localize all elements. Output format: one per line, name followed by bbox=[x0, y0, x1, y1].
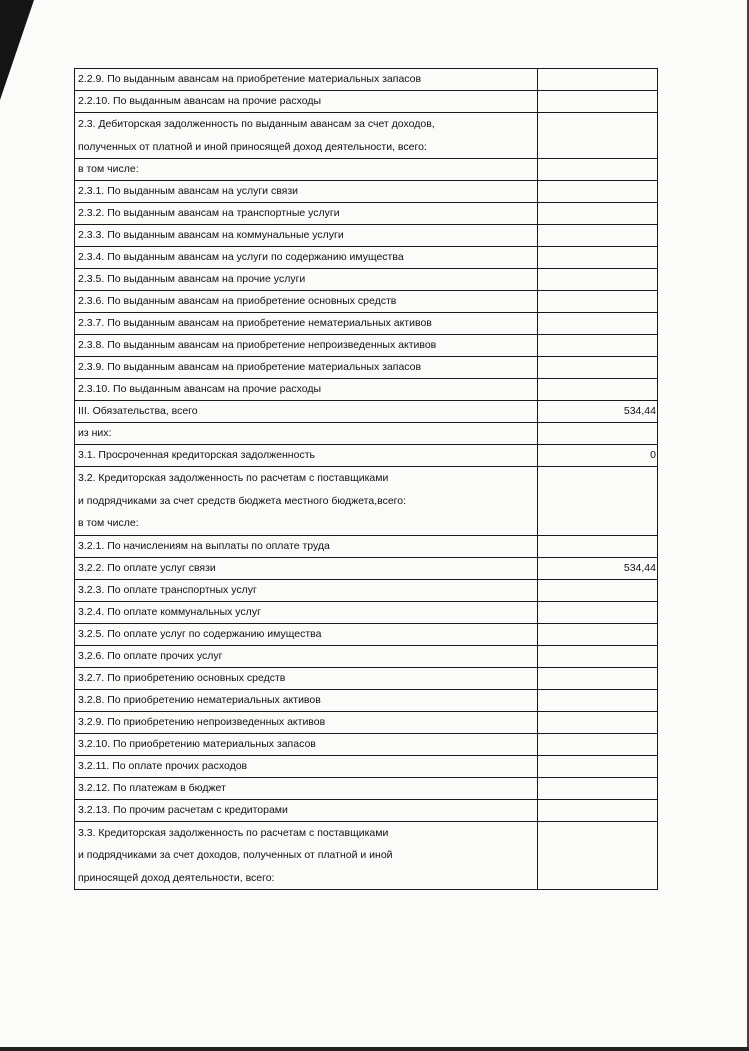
table-row bbox=[75, 445, 658, 467]
row-label-line: 3.2. Кредиторская задолженность по расчетам с поставщиками bbox=[78, 472, 389, 484]
row-label: 2.3.5. По выданным авансам на прочие услуги bbox=[75, 269, 538, 291]
row-label: 2.3.10. По выданным авансам на прочие расходы bbox=[75, 379, 538, 401]
table-row bbox=[75, 689, 658, 711]
row-value: 534,44 bbox=[538, 557, 658, 579]
row-label-line: и подрядчиками за счет средств бюджета местного бюджета,всего: bbox=[78, 494, 407, 507]
row-value bbox=[538, 623, 658, 645]
table-row bbox=[75, 401, 658, 423]
row-label-line: в том числе: bbox=[78, 517, 139, 529]
table-row bbox=[75, 91, 658, 113]
row-value bbox=[538, 313, 658, 335]
balance-table bbox=[74, 68, 658, 890]
table-row bbox=[75, 203, 658, 225]
row-value bbox=[538, 269, 658, 291]
row-value bbox=[538, 357, 658, 379]
row-value bbox=[538, 733, 658, 755]
row-value bbox=[538, 467, 658, 536]
table-row bbox=[75, 181, 658, 203]
table-row bbox=[75, 247, 658, 269]
row-value bbox=[538, 667, 658, 689]
row-label: 2.3.7. По выданным авансам на приобретение нематериальных активов bbox=[75, 313, 538, 335]
row-label bbox=[75, 467, 538, 536]
row-label: III. Обязательства, всего bbox=[75, 401, 538, 423]
table-row bbox=[75, 579, 658, 601]
row-value bbox=[538, 711, 658, 733]
row-label: 2.3.2. По выданным авансам на транспортные услуги bbox=[75, 203, 538, 225]
row-label-line: 3.3. Кредиторская задолженность по расчетам с поставщиками bbox=[78, 826, 389, 839]
row-label-line: полученных от платной и иной приносящей доход деятельности, всего: bbox=[78, 140, 427, 153]
table-row bbox=[75, 313, 658, 335]
table-row bbox=[75, 645, 658, 667]
row-value bbox=[538, 535, 658, 557]
row-value bbox=[538, 159, 658, 181]
row-value bbox=[538, 181, 658, 203]
row-value bbox=[538, 689, 658, 711]
row-label: 3.2.10. По приобретению материальных запасов bbox=[75, 733, 538, 755]
table-row bbox=[75, 225, 658, 247]
table-row bbox=[75, 291, 658, 313]
row-label: 3.2.3. По оплате транспортных услуг bbox=[75, 579, 538, 601]
table-row bbox=[75, 777, 658, 799]
row-label: 3.2.9. По приобретению непроизведенных активов bbox=[75, 711, 538, 733]
row-label-line: 2.3. Дебиторская задолженность по выданным авансам за счет доходов, bbox=[78, 118, 435, 130]
table-row bbox=[75, 667, 658, 689]
table-row bbox=[75, 601, 658, 623]
row-label: 3.1. Просроченная кредиторская задолженность bbox=[75, 445, 538, 467]
table-row bbox=[75, 821, 658, 890]
row-value bbox=[538, 423, 658, 445]
table-row bbox=[75, 423, 658, 445]
row-value bbox=[538, 579, 658, 601]
row-label-line: приносящей доход деятельности, всего: bbox=[78, 871, 275, 884]
row-label: 2.3.3. По выданным авансам на коммунальные услуги bbox=[75, 225, 538, 247]
row-label: 2.3.6. По выданным авансам на приобретение основных средств bbox=[75, 291, 538, 313]
table-row bbox=[75, 113, 658, 159]
table-row bbox=[75, 623, 658, 645]
row-label: 3.2.11. По оплате прочих расходов bbox=[75, 755, 538, 777]
table-row bbox=[75, 467, 658, 536]
row-label: 3.2.7. По приобретению основных средств bbox=[75, 667, 538, 689]
row-value bbox=[538, 645, 658, 667]
row-label: 3.2.12. По платежам в бюджет bbox=[75, 777, 538, 799]
table-row bbox=[75, 379, 658, 401]
row-value bbox=[538, 203, 658, 225]
row-value bbox=[538, 379, 658, 401]
table-row bbox=[75, 557, 658, 579]
row-value bbox=[538, 601, 658, 623]
table-row bbox=[75, 357, 658, 379]
table-row bbox=[75, 799, 658, 821]
row-label: 3.2.1. По начислениям на выплаты по оплате труда bbox=[75, 535, 538, 557]
row-label: 3.2.4. По оплате коммунальных услуг bbox=[75, 601, 538, 623]
table-row bbox=[75, 335, 658, 357]
table-row bbox=[75, 711, 658, 733]
scan-bottom-edge bbox=[0, 1047, 749, 1051]
row-label bbox=[75, 113, 538, 159]
row-label-line: и подрядчиками за счет доходов, полученных от платной и иной bbox=[78, 849, 393, 861]
row-label: 2.2.9. По выданным авансам на приобретение материальных запасов bbox=[75, 69, 538, 91]
row-value bbox=[538, 91, 658, 113]
row-label: 2.3.4. По выданным авансам на услуги по содержанию имущества bbox=[75, 247, 538, 269]
table-row bbox=[75, 69, 658, 91]
table-row bbox=[75, 733, 658, 755]
row-label: 2.3.1. По выданным авансам на услуги связи bbox=[75, 181, 538, 203]
row-label: 3.2.6. По оплате прочих услуг bbox=[75, 645, 538, 667]
row-value bbox=[538, 247, 658, 269]
balance-table-body bbox=[75, 69, 658, 890]
row-label: 3.2.13. По прочим расчетам с кредиторами bbox=[75, 799, 538, 821]
table-row bbox=[75, 755, 658, 777]
row-label: 3.2.2. По оплате услуг связи bbox=[75, 557, 538, 579]
row-value: 534,44 bbox=[538, 401, 658, 423]
row-label: 2.2.10. По выданным авансам на прочие расходы bbox=[75, 91, 538, 113]
table-row bbox=[75, 535, 658, 557]
row-value bbox=[538, 335, 658, 357]
row-label: 2.3.9. По выданным авансам на приобретение материальных запасов bbox=[75, 357, 538, 379]
row-label: в том числе: bbox=[75, 159, 538, 181]
row-value bbox=[538, 821, 658, 890]
row-label: из них: bbox=[75, 423, 538, 445]
row-value bbox=[538, 291, 658, 313]
row-label: 3.2.5. По оплате услуг по содержанию имущества bbox=[75, 623, 538, 645]
row-label bbox=[75, 821, 538, 890]
table-row bbox=[75, 159, 658, 181]
row-value: 0 bbox=[538, 445, 658, 467]
row-value bbox=[538, 777, 658, 799]
row-label: 3.2.8. По приобретению нематериальных активов bbox=[75, 689, 538, 711]
row-value bbox=[538, 225, 658, 247]
row-value bbox=[538, 799, 658, 821]
scan-shadow-corner bbox=[0, 0, 40, 110]
row-label: 2.3.8. По выданным авансам на приобретение непроизведенных активов bbox=[75, 335, 538, 357]
row-value bbox=[538, 755, 658, 777]
table-row bbox=[75, 269, 658, 291]
row-value bbox=[538, 69, 658, 91]
row-value bbox=[538, 113, 658, 159]
